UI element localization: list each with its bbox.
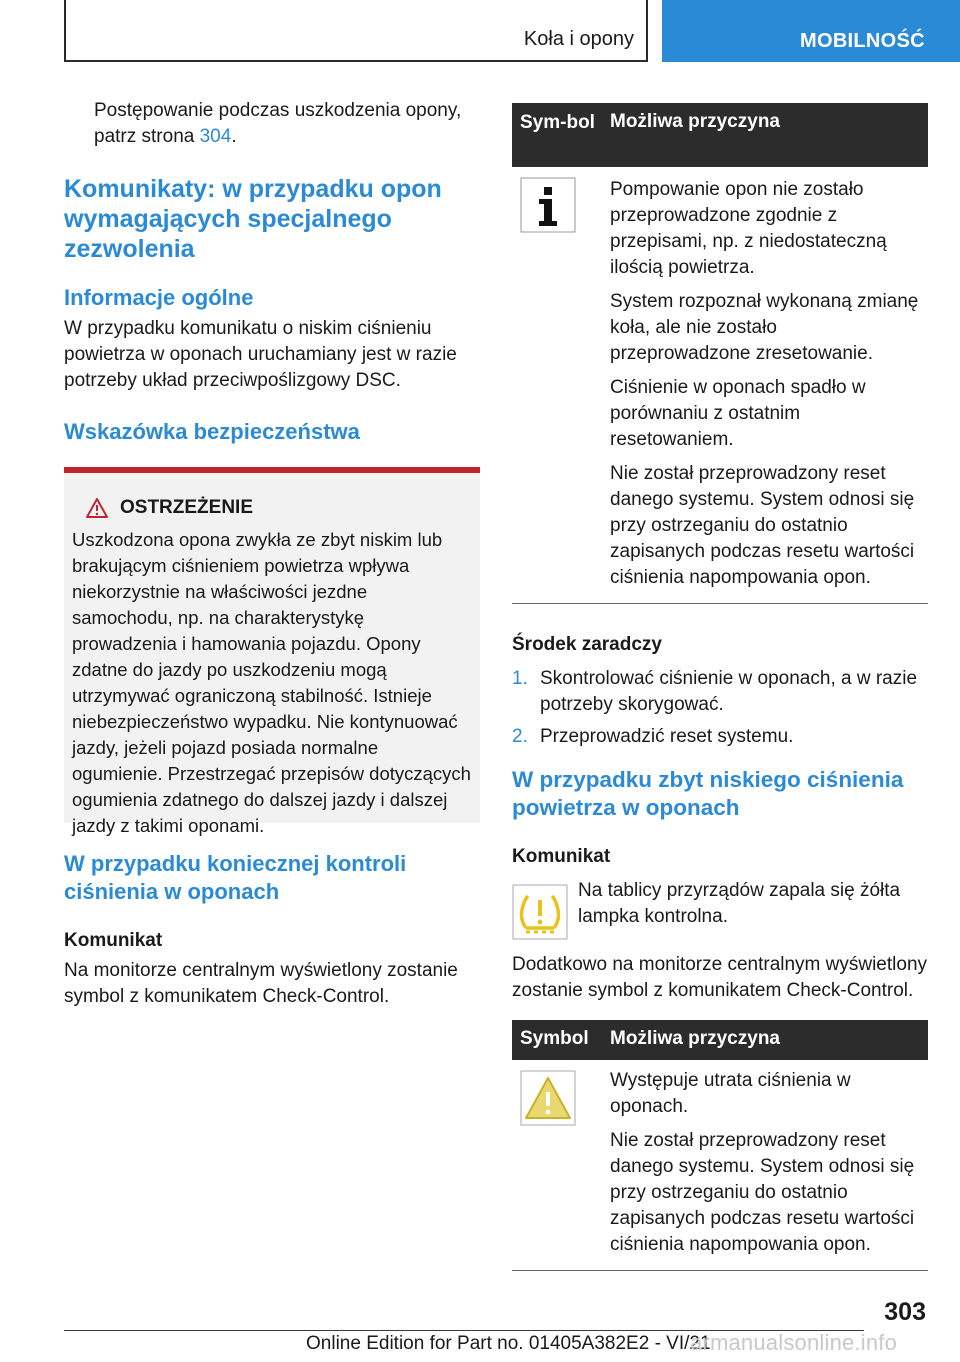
- cause-item: Pompowanie opon nie zostało przeprowadzone zgodnie z przepisami, np. z niedostateczną ilością powietrza.: [610, 179, 887, 278]
- message-text: Na monitorze centralnym wyświetlony zostanie symbol z komunikatem Check-Control.: [64, 960, 458, 1007]
- step-text: Przeprowadzić reset systemu.: [540, 726, 794, 747]
- col-cause-header: Możliwa przyczyna: [606, 1020, 928, 1060]
- cause-item: Nie został przeprowadzony reset danego systemu. System odnosi się przy ostrzeganiu do ostatnio zapisanych podczas resetu wartości ciśnienia napompowania opon.: [610, 1130, 915, 1255]
- cause-cell: [606, 167, 928, 604]
- step-number: 2.: [512, 726, 528, 747]
- remedy-heading: Środek zaradczy: [512, 634, 662, 655]
- check-heading: W przypadku koniecznej kontroli ciśnienia w oponach: [64, 851, 407, 904]
- remedy-list: [512, 666, 928, 750]
- left-column: [64, 98, 480, 446]
- symbol-cell: [512, 167, 606, 604]
- footer-edition: Online Edition for Part no. 01405A382E2 - VI/21: [306, 1333, 711, 1354]
- page-link[interactable]: 304: [199, 126, 232, 147]
- safety-heading: Wskazówka bezpieczeństwa: [64, 419, 360, 444]
- cause-table-1: [512, 103, 928, 604]
- low-pressure-heading: W przypadku zbyt niskiego ciśnienia powietrza w oponach: [512, 767, 904, 820]
- intro-end: .: [231, 126, 237, 147]
- message-label-right: Komunikat: [512, 846, 611, 867]
- warning-title-row: [72, 497, 472, 519]
- intro-text: Postępowanie podczas uszkodzenia opony, patrz strona: [94, 100, 462, 147]
- warning-box: [64, 467, 480, 836]
- extra-text: Dodatkowo na monitorze centralnym wyświetlony zostanie symbol z komunikatem Check-Control.: [512, 954, 928, 1001]
- col-symbol-header: Symbol: [512, 1020, 606, 1060]
- footer-watermark: armanualsonline.info: [690, 1330, 898, 1355]
- col-symbol-header: Sym-bol: [512, 103, 606, 167]
- main-title: Komunikaty: w przypadku opon wymagających specjalnego zezwolenia: [64, 175, 442, 263]
- lamp-row: [512, 880, 928, 940]
- cause-table-2: [512, 1020, 928, 1271]
- warning-triangle-icon: [86, 498, 108, 518]
- check-section: [64, 850, 480, 1010]
- intro-paragraph: [64, 98, 480, 150]
- cause-item: Ciśnienie w oponach spadło w porównaniu z ostatnim resetowaniem.: [610, 377, 866, 450]
- cause-item: System rozpoznał wykonaną zmianę koła, ale nie zostało przeprowadzone zresetowanie.: [610, 291, 919, 364]
- symbol-cell: [512, 1060, 606, 1271]
- lamp-text: Na tablicy przyrządów zapala się żółta lampka kontrolna.: [578, 880, 901, 927]
- step-text: Skontrolować ciśnienie w oponach, a w razie potrzeby skorygować.: [540, 668, 918, 715]
- general-heading: Informacje ogólne: [64, 285, 254, 310]
- warning-text: Uszkodzona opona zwykła ze zbyt niskim lub brakującym ciśnieniem powietrza wpływa niekorzystnie na właściwości jezdne samochodu, np. na charakterystykę prowadzenia i hamowania pojazdu. Opony zdatne do jazdy po uszkodzeniu mogą utrzymywać ograniczoną stabilność. Istnieje niebezpieczeństwo wypadku. Nie kontynuować jazdy, jeżeli pojazd posiada normalne ogumienie. Przestrzegać przepisów dotyczących ogumienia zdatnego do dalszej jazdy i dalszej jazdy z takimi oponami.: [72, 529, 471, 836]
- chapter-tab[interactable]: MOBILNOŚĆ: [662, 0, 960, 62]
- tire-pressure-warning-icon: [512, 884, 568, 940]
- info-icon: [520, 177, 576, 233]
- page-number: 303: [884, 1298, 926, 1326]
- right-column: [512, 103, 928, 1271]
- warning-triangle-icon: [520, 1070, 576, 1126]
- warning-title: OSTRZEŻENIE: [120, 497, 254, 518]
- col-cause-header: Możliwa przyczyna: [606, 103, 928, 167]
- remedy-step: [512, 666, 928, 718]
- cause-item: Nie został przeprowadzony reset danego systemu. System odnosi się przy ostrzeganiu do ostatnio zapisanych podczas resetu wartości ciśnienia napompowania opon.: [610, 463, 915, 588]
- cause-item: Występuje utrata ciśnienia w oponach.: [610, 1070, 851, 1117]
- section-title: Koła i opony: [523, 28, 634, 50]
- message-label: Komunikat: [64, 930, 163, 951]
- general-text: W przypadku komunikatu o niskim ciśnieniu powietrza w oponach uruchamiany jest w razie potrzeby układ przeciwpoślizgowy DSC.: [64, 318, 457, 391]
- cause-cell: [606, 1060, 928, 1271]
- step-number: 1.: [512, 668, 528, 689]
- remedy-step: [512, 724, 928, 750]
